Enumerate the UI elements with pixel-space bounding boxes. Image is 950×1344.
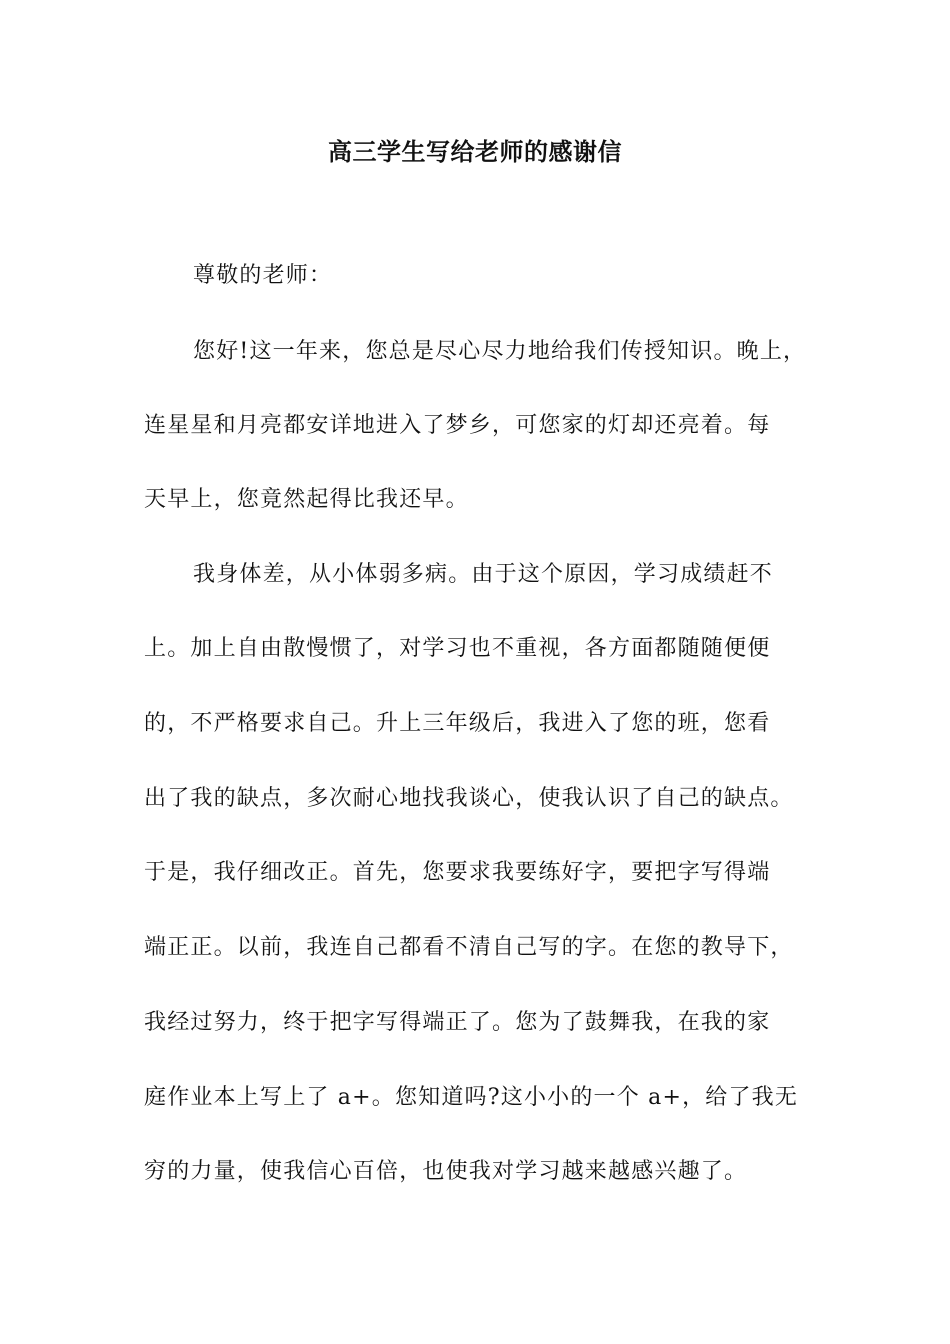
document-title: 高三学生写给老师的感谢信 <box>328 137 622 166</box>
paragraph-line: 上。加上自由散慢惯了，对学习也不重视，各方面都随随便便 <box>144 636 771 661</box>
paragraph-line: 您好!这一年来，您总是尽心尽力地给我们传授知识。晚上， <box>193 339 807 364</box>
paragraph-line: 我经过努力，终于把字写得端正了。您为了鼓舞我，在我的家 <box>144 1010 771 1035</box>
paragraph-line: 端正正。以前，我连自己都看不清自己写的字。在您的教导下， <box>144 935 794 960</box>
paragraph-line: 穷的力量，使我信心百倍，也使我对学习越来越感兴趣了。 <box>144 1159 748 1184</box>
paragraph-line: 天早上，您竟然起得比我还早。 <box>144 487 469 512</box>
paragraph-line: 连星星和月亮都安详地进入了梦乡，可您家的灯却还亮着。每 <box>144 413 771 438</box>
paragraph-line: 我身体差，从小体弱多病。由于这个原因，学习成绩赶不 <box>193 562 774 587</box>
paragraph-line: 于是，我仔细改正。首先，您要求我要练好字，要把字写得端 <box>144 860 771 885</box>
paragraph-line: 出了我的缺点，多次耐心地找我谈心，使我认识了自己的缺点。 <box>144 786 794 811</box>
paragraph-line: 庭作业本上写上了 a+。您知道吗?这小小的一个 a+，给了我无 <box>144 1085 799 1110</box>
salutation: 尊敬的老师： <box>193 263 333 288</box>
paragraph-line: 的，不严格要求自己。升上三年级后，我进入了您的班，您看 <box>144 711 771 736</box>
